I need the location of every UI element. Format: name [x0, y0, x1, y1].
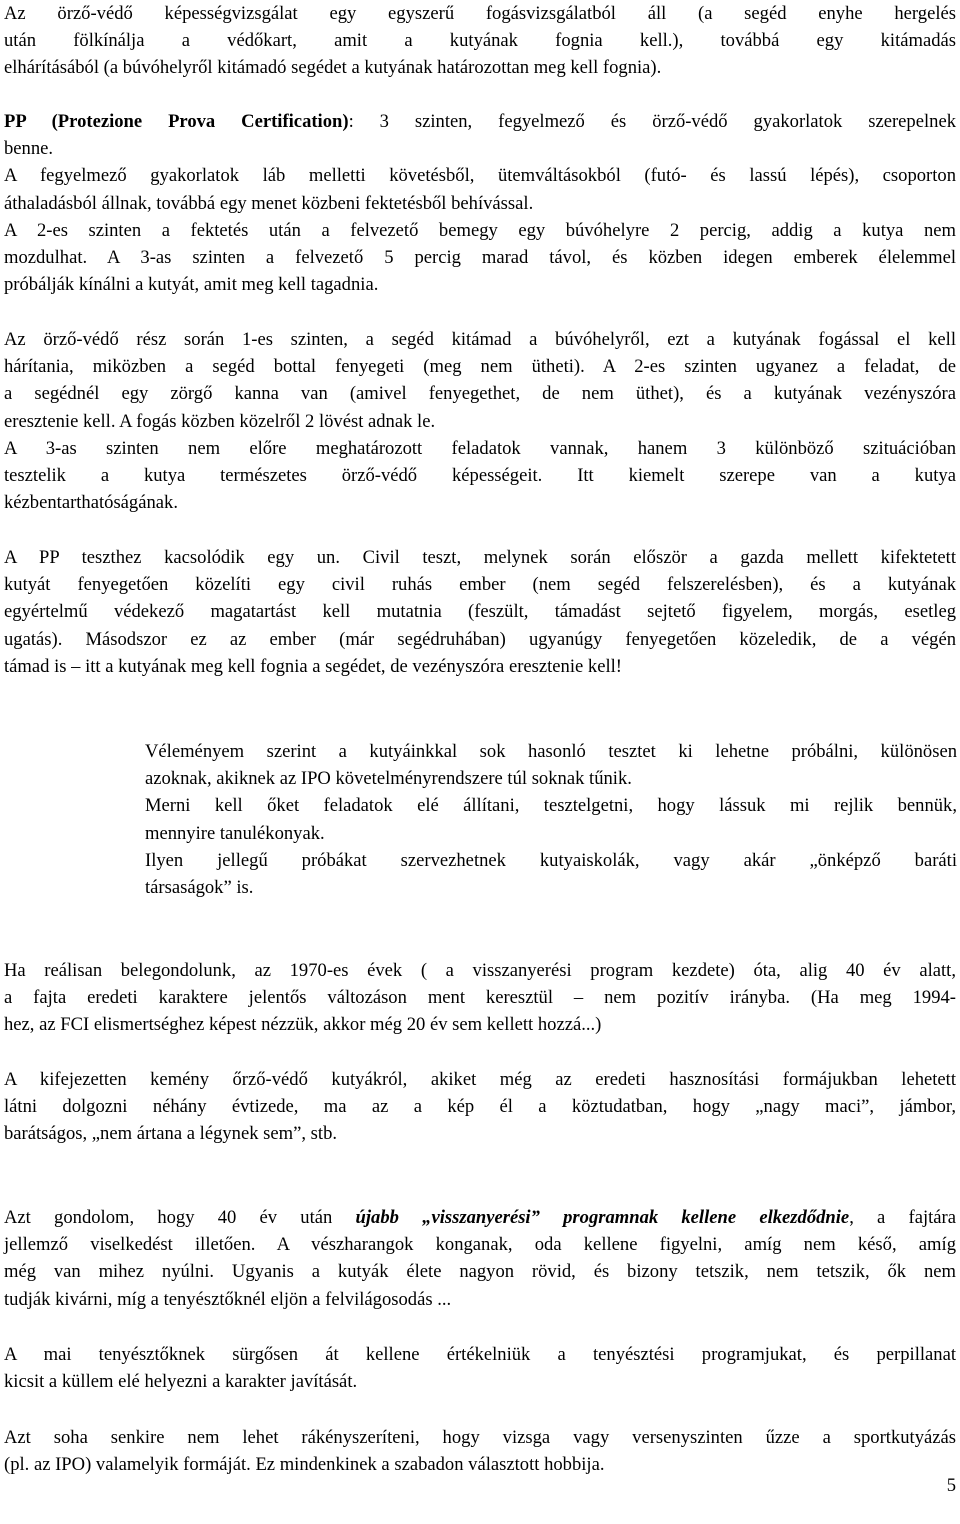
text-line: látni dolgozni néhány évtizede, ma az a kép él a köztudatban, hogy „nagy maci”, jámbor,: [4, 1096, 956, 1118]
paragraph-breeders: [4, 1341, 956, 1395]
paragraph-guard-section: [4, 326, 956, 516]
paragraph-perception: [4, 1066, 956, 1148]
text-line: hez, az FCI elismertséghez képest nézzük, akkor még 20 év sem kellett hozzá...): [4, 1014, 602, 1036]
text-line: kézbentarthatóságának.: [4, 492, 178, 514]
text-line: kutyát fenyegetően közelíti egy civil ruhás ember (nem segéd felszerelésben), és a kutyának: [4, 574, 956, 596]
paragraph-pp-levels: [4, 108, 956, 298]
text-line: egyértelmű védekező magatartást kell mutatnia (feszült, támadást sejtető figyelem, morgás, esetleg: [4, 601, 956, 623]
text-line: támad is – itt a kutyának meg kell fognia a segédet, de vezényszóra eresztenie kell!: [4, 655, 622, 677]
text-line: Merni kell őket feladatok elé állítani, tesztelgetni, hogy lássuk mi rejlik bennük,: [145, 795, 957, 817]
text-line: PP (Protezione Prova Certification): 3 szinten, fegyelmező és örző-védő gyakorlatok szerepelnek: [4, 111, 956, 132]
emphasis-new-program: újabb „visszanyerési” programnak kellene elkezdődnie: [355, 1207, 850, 1228]
text-line: jellemző viselkedést illetően. A vészharangok konganak, oda kellene figyelni, amíg nem késő, amíg: [4, 1234, 956, 1256]
page-number: 5: [946, 1475, 956, 1496]
text-line: Az örző-védő képességvizsgálat egy egyszerű fogásvizsgálatból áll (a segéd enyhe hergelés: [4, 3, 956, 24]
text-line: társaságok” is.: [145, 877, 254, 899]
text-line: Azt soha senkire nem lehet rákényszeríteni, hogy vizsga vagy versenyszinten űzze a sportkutyázás: [4, 1427, 956, 1448]
text-line: A kifejezetten kemény őrző-védő kutyákról, akiket még az eredeti hasznosítási formájukban lehetett: [4, 1069, 956, 1090]
text-line: eresztenie kell. A fogás közben közelről 2 lövést adnak le.: [4, 410, 436, 432]
text-line: A fegyelmező gyakorlatok láb melletti követésből, ütemváltásokból (futó- és lassú lépés), csoporton: [4, 165, 956, 187]
text-line: tesztelik a kutya természetes örző-védő képességeit. Itt kiemelt szerepe van a kutya: [4, 465, 956, 487]
text-line: ugatás). Másodszor ez az ember (már segédruhában) ugyanúgy fenyegetően közeledik, de a végén: [4, 628, 956, 650]
paragraph-pp-intro: [4, 0, 956, 82]
text-line: elhárításából (a búvóhelyről kitámadó segédet a kutyának határozottan meg kell fognia).: [4, 57, 662, 79]
text-line: Ilyen jellegű próbákat szervezhetnek kutyaiskolák, vagy akár „önképző baráti: [145, 849, 957, 871]
text-line: kicsit a küllem elé helyezni a karakter javítását.: [4, 1371, 358, 1393]
text-line: mozdulhat. A 3-as szinten a felvezető 5 percig marad távol, és közben idegen emberek élelemmel: [4, 247, 956, 269]
text-line: után fölkínálja a védőkart, amit a kutyának fognia kell.), továbbá egy kitámadás: [4, 30, 956, 52]
paragraph-sport: [4, 1424, 956, 1478]
text-line: barátságos, „nem ártana a légynek sem”, stb.: [4, 1123, 338, 1145]
text-line: Az örző-védő rész során 1-es szinten, a segéd kitámad a búvóhelyről, ezt a kutyának fogással el kell: [4, 329, 956, 350]
text-line: mennyire tanulékonyak.: [145, 822, 325, 844]
text-line: még van mihez nyúlni. Ugyanis a kutyák élete nagyon rövid, és bizony tetszik, nem tetszik, ők nem: [4, 1261, 956, 1283]
text-line: Azt gondolom, hogy 40 év után újabb „visszanyerési” programnak kellene elkezdődnie, a fajtára: [4, 1207, 956, 1228]
paragraph-new-program: [4, 1204, 956, 1313]
text-line: A 3-as szinten nem előre meghatározott feladatok vannak, hanem 3 különböző szituációban: [4, 437, 956, 459]
text-line: A mai tenyésztőknek sürgősen át kellene értékelniük a tenyésztési programjukat, és perpillanat: [4, 1344, 956, 1365]
text-line: (pl. az IPO) valamelyik formáját. Ez mindenkinek a szabadon választott hobbija.: [4, 1454, 605, 1476]
text-line: áthaladásból állnak, továbbá egy menet közbeni fektetésből behívással.: [4, 192, 534, 214]
text-line: próbálják kínálni a kutyát, amit meg kell tagadnia.: [4, 274, 379, 296]
paragraph-history: [4, 957, 956, 1039]
text-line: a segédnél egy zörgő kanna van (amivel fenyegethet, de nem üthet), és a kutyának vezényszóra: [4, 383, 956, 405]
text-line: benne.: [4, 138, 54, 160]
pp-heading: PP (Protezione Prova Certification): [4, 111, 349, 132]
text-line: Véleményem szerint a kutyáinkkal sok hasonló tesztet ki lehetne próbálni, különösen: [145, 741, 957, 762]
text-line: tudják kivárni, míg a tenyésztőknél eljön a felvilágosodás ...: [4, 1288, 452, 1310]
text-line: Ha reálisan belegondolunk, az 1970-es évek ( a visszanyerési program kezdete) óta, alig 40 év alatt,: [4, 960, 956, 981]
text-line: hárítania, miközben a segéd bottal fenyegeti (meg nem ütheti). A 2-es szinten ugyanez a feladat, de: [4, 356, 956, 378]
text-line: A 2-es szinten a fektetés után a felvezető bemegy egy búvóhelyre 2 percig, addig a kutya nem: [4, 219, 956, 241]
text-line: azoknak, akiknek az IPO követelményrendszere túl soknak tűnik.: [145, 768, 632, 790]
paragraph-civil-test: [4, 544, 956, 680]
text-line: a fajta eredeti karaktere jelentős változáson ment keresztül – nem pozitív irányba. (Ha meg 1994-: [4, 987, 956, 1009]
paragraph-opinion: [145, 738, 957, 901]
text-line: A PP teszthez kacsolódik egy un. Civil teszt, melynek során először a gazda mellett kifektetett: [4, 547, 956, 568]
